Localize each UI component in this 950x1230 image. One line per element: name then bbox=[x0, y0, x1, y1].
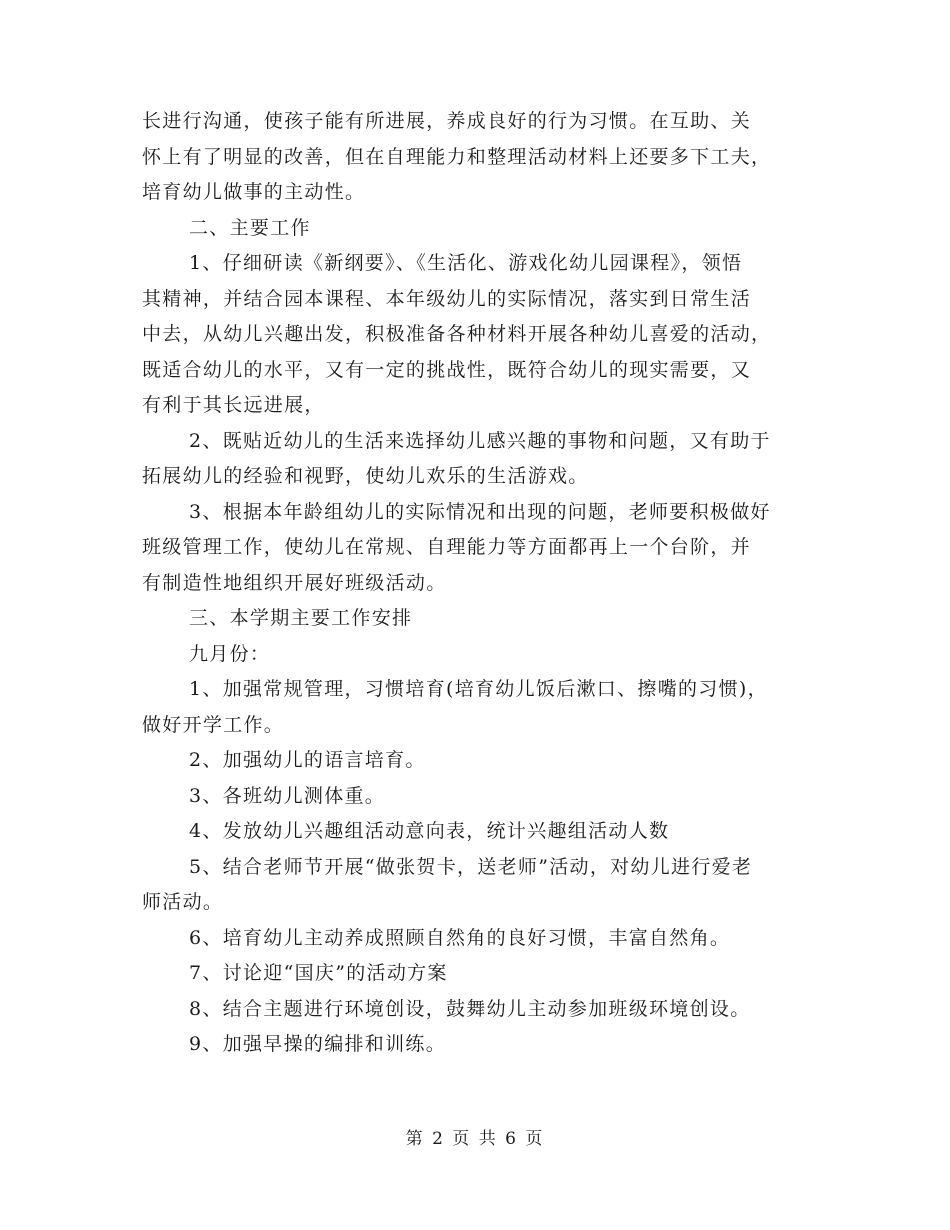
text-line: 师活动。 bbox=[142, 891, 224, 913]
text-line: 做好开学工作。 bbox=[142, 713, 285, 736]
text-line: 2、加强幼儿的语言培育。 bbox=[189, 749, 426, 771]
text-line: 长进行沟通，使孩子能有所进展，养成良好的行为习惯。在互助、关 bbox=[142, 110, 752, 132]
text-line: 其精神，并结合园本课程、本年级幼儿的实际情况，落实到日常生活 bbox=[142, 287, 752, 310]
text-line: 5、结合老师节开展“做张贺卡，送老师”活动，对幼儿进行爱老 bbox=[189, 855, 753, 878]
text-line: 二、主要工作 bbox=[189, 216, 311, 239]
text-line: 三、本学期主要工作安排 bbox=[189, 607, 413, 629]
text-line: 有制造性地组织开展好班级活动。 bbox=[142, 571, 447, 594]
text-line: 9、加强早操的编排和训练。 bbox=[189, 1033, 446, 1055]
text-line: 2、既贴近幼儿的生活来选择幼儿感兴趣的事物和问题，又有助于 bbox=[189, 429, 771, 452]
text-line: 8、结合主题进行环境创设，鼓舞幼儿主动参加班级环境创设。 bbox=[189, 997, 751, 1020]
text-line: 3、各班幼儿测体重。 bbox=[189, 784, 386, 807]
text-line: 有利于其长远进展， bbox=[142, 394, 325, 416]
text-line: 7、讨论迎“国庆”的活动方案 bbox=[189, 962, 448, 984]
text-line: 4、发放幼儿兴趣组活动意向表，统计兴趣组活动人数 bbox=[189, 820, 670, 842]
text-line: 怀上有了明显的改善，但在自理能力和整理活动材料上还要多下工夫， bbox=[142, 145, 772, 168]
text-line: 既适合幼儿的水平，又有一定的挑战性，既符合幼儿的现实需要，又 bbox=[142, 358, 752, 381]
text-line: 培育幼儿做事的主动性。 bbox=[142, 181, 366, 203]
text-line: 6、培育幼儿主动养成照顾自然角的良好习惯，丰富自然角。 bbox=[189, 926, 731, 949]
page-footer: 第 2 页 共 6 页 bbox=[405, 1129, 545, 1149]
text-line: 班级管理工作，使幼儿在常规、自理能力等方面都再上一个台阶，并 bbox=[142, 536, 752, 558]
text-line: 中去，从幼儿兴趣出发，积极准备各种材料开展各种幼儿喜爱的活动， bbox=[142, 323, 772, 345]
text-line: 3、根据本年龄组幼儿的实际情况和出现的问题，老师要积极做好 bbox=[189, 500, 771, 523]
text-line: 1、加强常规管理，习惯培育(培育幼儿饭后漱口、擦嘴的习惯)， bbox=[189, 678, 768, 700]
text-line: 拓展幼儿的经验和视野，使幼儿欢乐的生活游戏。 bbox=[142, 465, 589, 487]
document-body bbox=[142, 104, 822, 1063]
text-line: 1、仔细研读《新纲要》、《生活化、游戏化幼儿园课程》，领悟 bbox=[189, 252, 743, 274]
text-line: 九月份： bbox=[189, 642, 271, 665]
